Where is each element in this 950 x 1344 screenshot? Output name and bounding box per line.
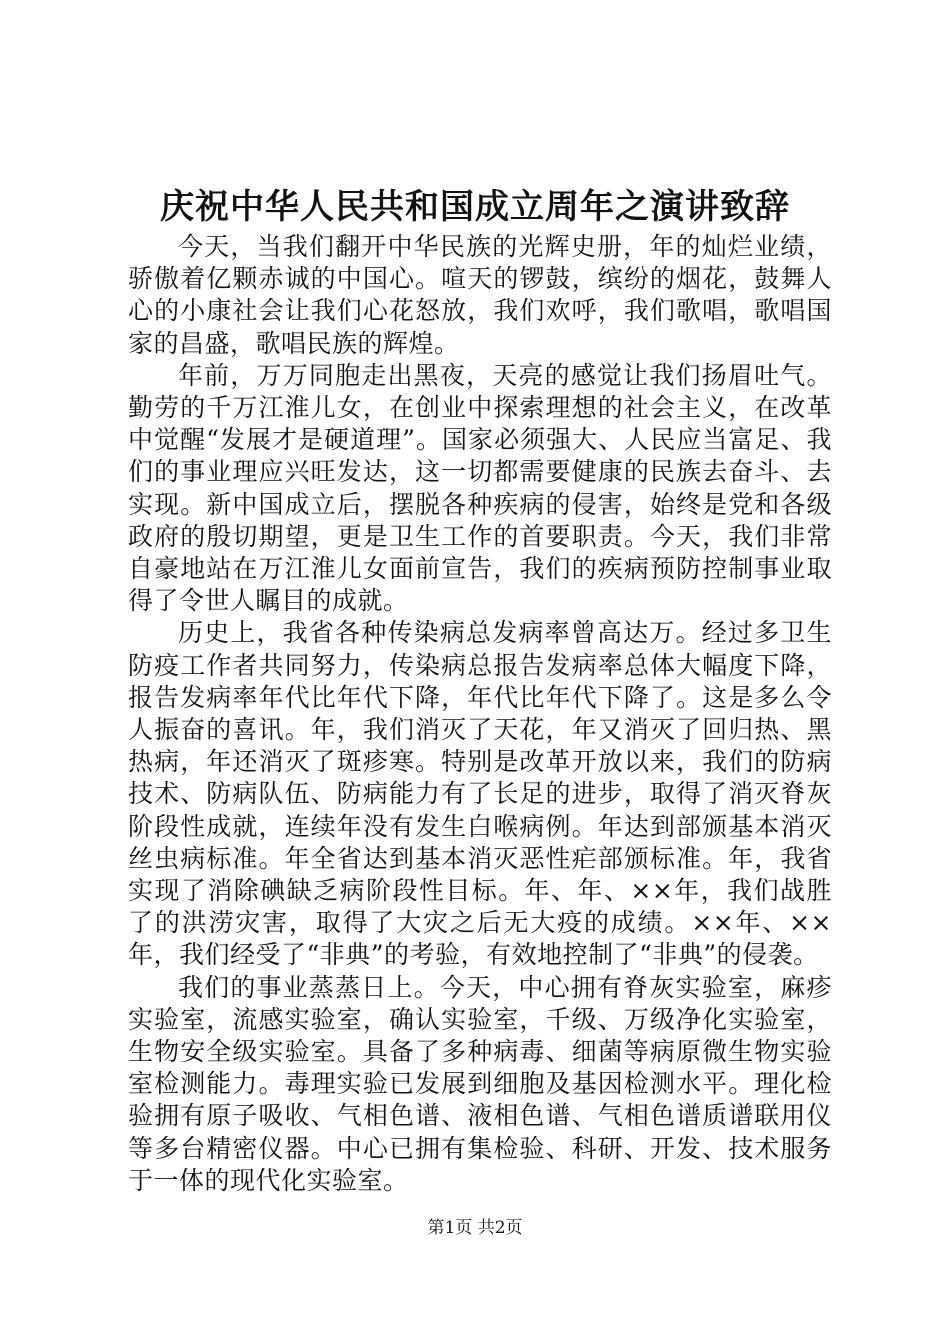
paragraph: 今天，当我们翻开中华民族的光辉史册，年的灿烂业绩，骄傲着亿颗赤诚的中国心。喧天的锣鼓，缤纷的烟花，鼓舞人心的小康社会让我们心花怒放，我们欢呼，我们歌唱，歌唱国家的昌盛，歌唱民族的辉煌。 bbox=[128, 232, 832, 358]
document-title: 庆祝中华人民共和国成立周年之演讲致辞 bbox=[160, 187, 790, 227]
paragraph: 历史上，我省各种传染病总发病率曾高达万。经过多卫生防疫工作者共同努力，传染病总报告发病率总体大幅度下降，报告发病率年代比年代下降，年代比年代下降了。这是多么令人振奋的喜讯。年，我们消灭了天花，年又消灭了回归热、黑热病，年还消灭了斑疹寒。特别是改革开放以来，我们的防病技术、防病队伍、防病能力有了长足的进步，取得了消灭脊灰阶段性成就，连续年没有发生白喉病例。年达到部颁基本消灭丝虫病标准。年全省达到基本消灭恶性疟部颁标准。年，我省实现了消除碘缺乏病阶段性目标。年、年、××年，我们战胜了的洪涝灾害，取得了大灾之后无大疫的成绩。××年、××年，我们经受了“非典”的考验，有效地控制了“非典”的侵袭。 bbox=[128, 618, 832, 970]
page-number: 第1页 共2页 bbox=[427, 1218, 523, 1238]
document-body bbox=[128, 231, 832, 1197]
paragraph: 年前，万万同胞走出黑夜，天亮的感觉让我们扬眉吐气。勤劳的千万江淮儿女，在创业中探索理想的社会主义，在改革中觉醒“发展才是硬道理”。国家必须强大、人民应当富足、我们的事业理应兴旺发达，这一切都需要健康的民族去奋斗、去实现。新中国成立后，摆脱各种疾病的侵害，始终是党和各级政府的殷切期望，更是卫生工作的首要职责。今天，我们非常自豪地站在万江淮儿女面前宣告，我们的疾病预防控制事业取得了令世人瞩目的成就。 bbox=[128, 360, 832, 616]
paragraph: 我们的事业蒸蒸日上。今天，中心拥有脊灰实验室，麻疹实验室，流感实验室，确认实验室，千级、万级净化实验室，生物安全级实验室。具备了多种病毒、细菌等病原微生物实验室检测能力。毒理实验已发展到细胞及基因检测水平。理化检验拥有原子吸收、气相色谱、液相色谱、气相色谱质谱联用仪等多台精密仪器。中心已拥有集检验、科研、开发、技术服务于一体的现代化实验室。 bbox=[128, 972, 832, 1195]
